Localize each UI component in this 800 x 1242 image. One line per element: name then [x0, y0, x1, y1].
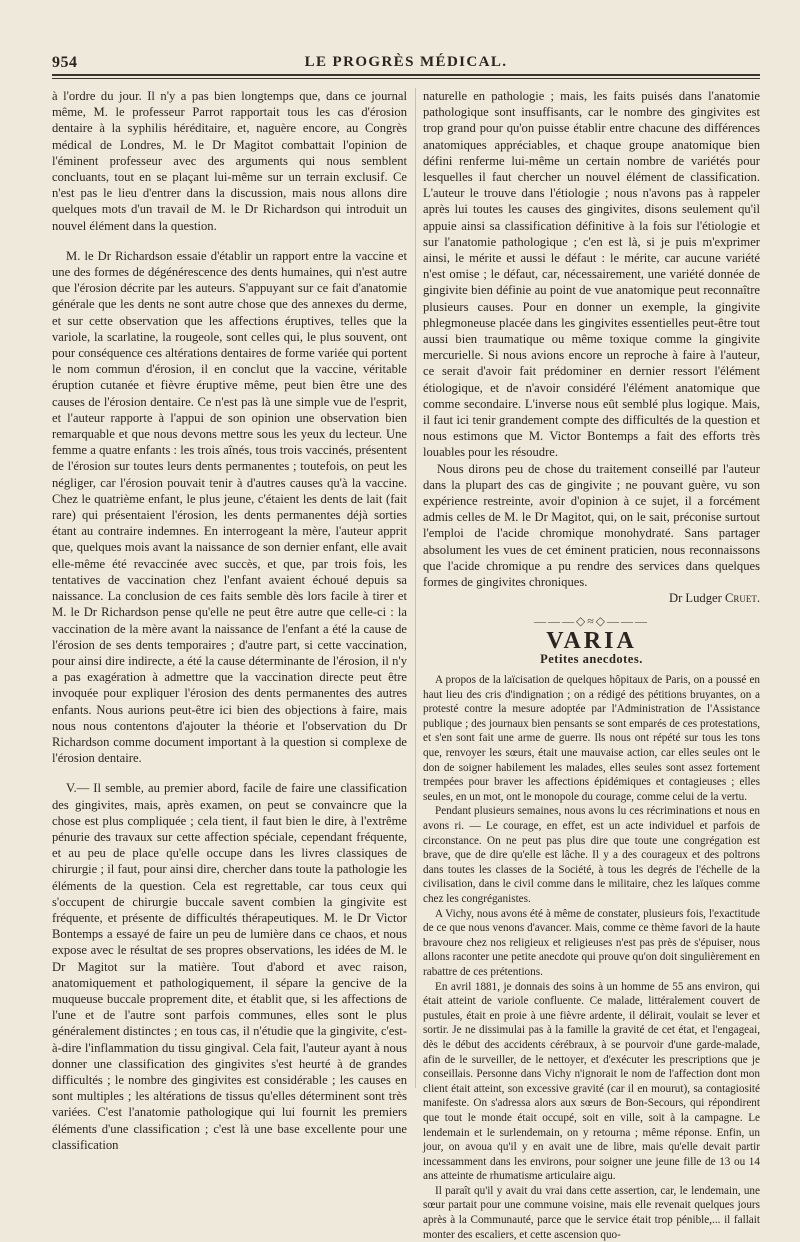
section-subtitle: Petites anecdotes.	[540, 651, 643, 666]
anecdote-paragraph: A propos de la laïcisation de quelques hôpitaux de Paris, on a poussé en haut lieu des cris d'indignation ; on a rédigé des pétitions bruyantes, on a protesté contre la mesure adoptée par l'Administration de l'Assistance publique ; des journaux bien pensants se sont emparés de ces protestations, et s'en sont fait une arme de guerre. Ils nous ont répété sur tous les tons que, renvoyer les sœurs, était une mauvaise action, car elles seules ont le don de soigner habilement les malades, elles seules sont assez fortement trempées pour braver les affections épidémiques et contagieuses ; elles seules, en un mot, ont le monopole du courage, comme celui de la vertu.	[423, 674, 760, 803]
signature-prefix: Dr Ludger	[669, 591, 725, 606]
anecdotes-text	[423, 673, 760, 1242]
body-paragraph: M. le Dr Richardson essaie d'établir un rapport entre la vaccine et une des formes de dégénérescence des dents humaines, qui n'est autre que l'érosion décrite par les auteurs. S'appuyant sur ce fait d'anatomie générale que les dents ne sont autre chose que des annexes du derme, et sur cette observation que les affections éruptives, telles que la variole, la scarlatine, la rougeole, sont celles qui, le plus souvent, ont pour conséquence ces altérations dentaires de forme variée qui portent le nom commun d'érosion, il en conclut que la vaccine, véritable éruption cutanée et fièvre éruptive même, peut bien être une des causes de l'érosion dentaire. Ce n'est pas là une simple vue de l'esprit, et l'auteur rapporte à l'appui de son opinion une observation bien remarquable et que nous devons mettre sous les yeux du lecteur. Une femme a quatre enfants : les trois aînés, tous trois vaccinés, présentent de l'érosion sur toutes leurs dents permanentes ; toutefois, on peut les négliger, car l'érosion pouvait tenir à d'autres causes qu'à la vaccine. Chez le quatrième enfant, le plus jeune, c'étaient les dents de lait (fait rare) qui présentaient l'érosion, les dents permanentes déjà sorties étant au contraire indemnes. En interrogeant la mère, l'auteur apprit que, quelques mois avant la naissance de son dernier enfant, elle avait elle-même été revaccinée avec succès, et que, par trois fois, les tentatives de vaccination chez l'enfant avaient échoué depuis sa naissance. La conclusion de ces faits semble dès lors facile à tirer et M. le Dr Richardson pense qu'elle ne peut être autre que celle-ci : la vaccination de la mère avant la naissance de l'enfant a été la cause de l'érosion de ses dents temporaires ; d'autre part, si cette vaccination, pour ainsi dire indirecte, a été la cause déterminante de l'érosion, il n'y a pas exagération à admettre que la vaccination directe peut être invoquée pour expliquer l'érosion des dents permanentes des autres enfants. Nous aurions peut-être ici bien des objections à faire, mais nous nous contentons d'ajouter la théorie et l'observation du Dr Richardson comme document important à la question si complexe de l'érosion dentaire.	[52, 248, 407, 766]
header-rule-thin	[52, 78, 760, 79]
page-header	[52, 54, 760, 74]
author-signature	[423, 590, 760, 606]
anecdote-paragraph: Il paraît qu'il y avait du vrai dans cette assertion, car, le lendemain, une sœur partait pour une commune voisine, mais elle revenait quelques jours après à la Communauté, parce que le service était trop pénible,... il fallait monter des escaliers, et cette ascension quo-	[423, 1184, 760, 1241]
header-rule	[52, 74, 760, 76]
journal-title: LE PROGRÈS MÉDICAL.	[304, 54, 508, 70]
body-paragraph: naturelle en pathologie ; mais, les faits puisés dans l'anatomie pathologique sont insuffisants, car le nombre des gingivites est trop grand pour qu'on puisse établir entre chacune des différences anatomiques appréciables, et chaque groupe anatomique bien défini renferme lui-même un certain nombre de variétés pour lesquelles il faut chercher un nouvel élément de classification. L'auteur le trouve dans l'étiologie ; nous n'avons pas à rappeler après lui toutes les causes des gingivites, disons seulement qu'il appuie ainsi sa classification définitive à la fois sur l'étiologie et sur l'anatomie pathologique ; c'en est là, si je puis m'exprimer ainsi, le mérite et aussi le défaut : le mérite, car aucune variété n'est omise ; le défaut, car, nécessairement, une variété donnée de gingivite bien définie au point de vue anatomique peut reconnaître plusieurs causes. Pour en donner un exemple, la gingivite phlegmoneuse placée dans les gingivites essentielles peut-être tout aussi bien traumatique ou même toxique comme la gingivite mercurielle. Si nous avions encore un reproche à faire à l'auteur, ce serait d'avoir fait prédominer en dernier ressort l'élément étiologique, et de n'avoir considéré l'élément anatomique que comme secondaire. L'inverse nous eût semblé plus logique. Mais, il faut ici tenir grandement compte des difficultés de la question et nous estimons que M. Victor Bontemps a fait des efforts très louables pour les résoudre.	[423, 89, 760, 460]
body-paragraph: Nous dirons peu de chose du traitement conseillé par l'auteur dans la plupart des cas de gingivite ; ne pouvant guère, vu son expérience restreinte, avoir d'opinion à ce sujet, il a forcément admis celles de M. le Dr Magitot, qui, on le sait, préconise surtout l'emploi de l'acide chromique monohydraté. Sans partager absolument les vues de cet éminent praticien, nous reconnaissons que l'acide chromique a pu rendre des services dans quelques formes de gingivites chroniques.	[423, 461, 760, 590]
column-divider	[415, 88, 416, 1088]
right-column	[423, 88, 760, 1242]
section-ornament: ———◇≈◇———	[533, 613, 650, 628]
anecdote-paragraph: Pendant plusieurs semaines, nous avons lu ces récriminations et nous en avons ri. — Le courage, en effet, est un acte individuel et parfois de circonstance. On ne peut pas plus dire que toute une congrégation est brave, que de dire qu'elle est lâche. Il y a des courageux et des poltrons dans toutes les classes de la Société, à tous les degrés de l'échelle de la civilisation, dans le civil comme dans le militaire, chez les laïques comme chez les congréganistes.	[423, 805, 760, 906]
page-number: 954	[52, 54, 78, 71]
anecdote-paragraph: En avril 1881, je donnais des soins à un homme de 55 ans environ, qui était atteint de variole confluente. Ce malade, littéralement couvert de pustules, était en proie à une fièvre ardente, il délirait, voulait se lever et sortir. Je ne dissimulai pas à la famille la gravité de cet état, et l'engageai, dès le début des accidents cérébraux, à se pourvoir d'une garde-malade, afin de le surveiller, de le nettoyer, et d'exécuter les prescriptions que je conseillais. Personne dans Vichy n'ignorait le nom de l'affection dont mon client était atteint, son excessive gravité (car il en mourut), sa contagiosité manifeste. On s'adressa alors aux sœurs de Bon-Secours, qui répondirent que tout le monde était occupé, soit en ville, soit à la campagne. Le lendemain et le surlendemain, on y retourna ; même réponse. Enfin, un jour, on avoua qu'il y en avait une de libre, mais qu'elle devait partir incessamment dans les environs, pour soigner une jeune fille de 13 ou 14 ans atteinte de rhumatisme articulaire aigu.	[423, 980, 760, 1183]
anecdote-paragraph: A Vichy, nous avons été à même de constater, plusieurs fois, l'exactitude de ce que nous venons d'avancer. Mais, comme ce thème favori de la haute bravoure chez nos religieux et religieuses n'est pas près de s'épuiser, nous allons raconter une petite anecdote qui prouve qu'on doit singulièrement en rabattre de ces prétentions.	[423, 907, 760, 978]
left-column	[52, 88, 407, 1153]
signature-name: Cruet.	[724, 591, 760, 606]
body-paragraph: à l'ordre du jour. Il n'y a pas bien longtemps que, dans ce journal même, M. le professeur Parrot rapportait tous les cas d'érosion dentaire à la syphilis héréditaire, et, naguère encore, au Congrès médical de Londres, M. le Dr Magitot combattait l'opinion de l'éminent professeur avec des arguments qui nous semblent concluants, tout en se plaçant lui-même sur un terrain exclusif. Ce n'est pas le lieu d'entrer dans la discussion, mais nous allons dire quelques mots d'un travail de M. le Dr Richardson qui introduit un nouvel élément dans la question.	[52, 89, 407, 233]
section-title: VARIA	[546, 627, 637, 654]
body-paragraph: V.— Il semble, au premier abord, facile de faire une classification des gingivites, mais, après examen, on peut se convaincre que la chose est plus compliquée ; cela tient, il faut bien le dire, à l'extrême pénurie des travaux sur cette affection spéciale, cependant fréquente, et au peu de place qu'elle occupe dans les livres classiques de chirurgie ; il faut, pour ainsi dire, chercher dans toute la pathologie les éléments de la question. Cela est regrettable, car tous ceux qui s'occupent de chirurgie buccale savent combien la gingivite est fréquente, et présente de difficultés thérapeutiques. M. le Dr Victor Bontemps a essayé de faire un peu de lumière dans ce chaos, et nous expose avec le résultat de ses propres observations, les idées de M. le Dr Magitot sur la matière. Tout d'abord et avec raison, anatomiquement et pathologiquement, il sépare la gencive de la muqueuse buccale proprement dite, et établit que, si les affections de l'une et de l'autre sont parfois communes, elles sont le plus généralement distinctes ; en tous cas, il n'étudie que la gingivite, c'est-à-dire l'inflammation du tissu gingival. Cela fait, l'auteur ayant à nous donner une classification des gingivites s'est heurté à de grandes difficultés ; le nombre des gingivites est considérable ; les causes en sont multiples ; les altérations de tissus qu'elles déterminent sont très variées. C'est l'anatomie pathologique qui lui fournit les premiers éléments d'une classification ; c'est là une base excellente pour une classification	[52, 781, 407, 1152]
